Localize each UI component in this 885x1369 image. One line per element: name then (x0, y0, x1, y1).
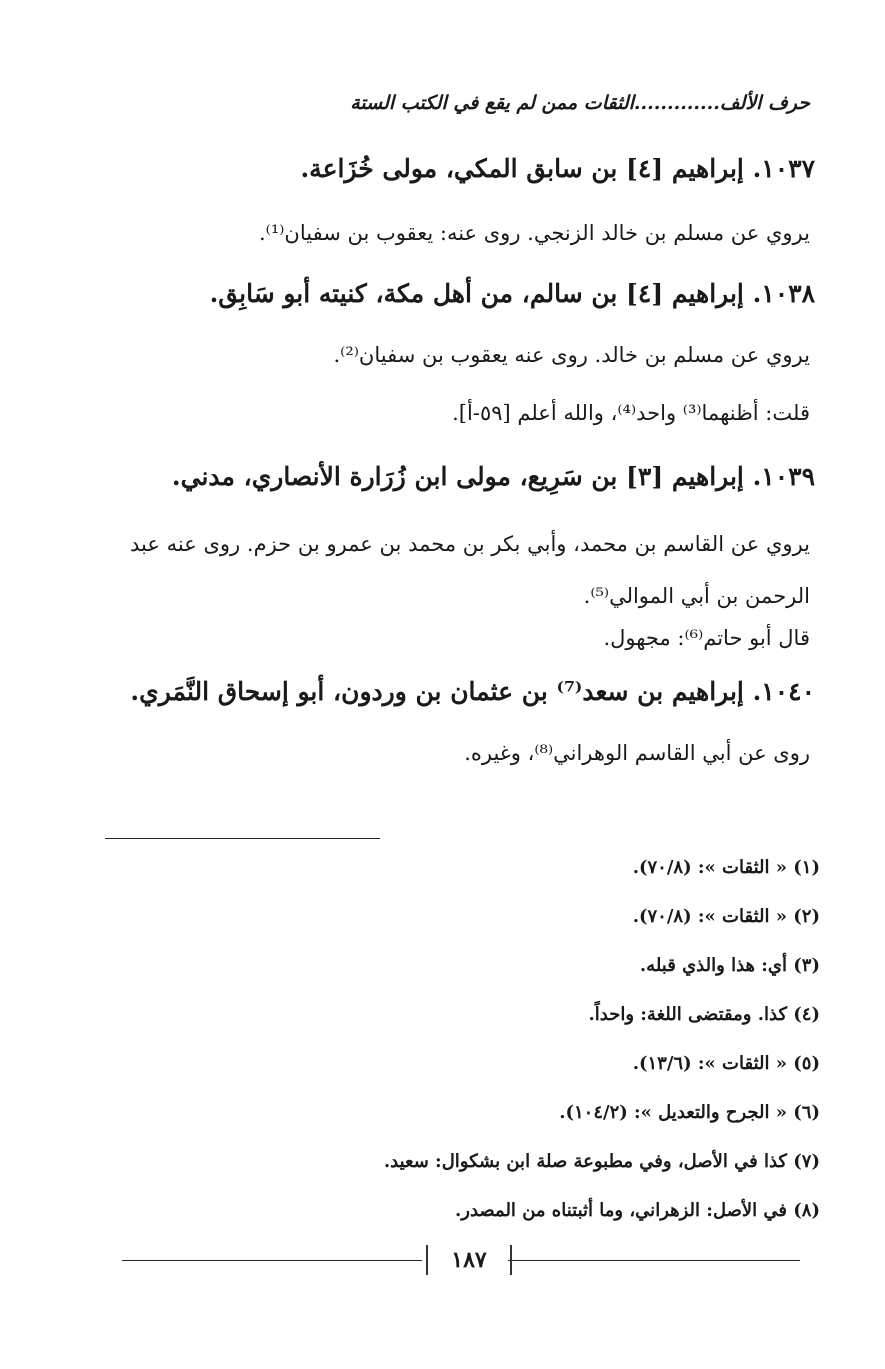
entry-title-1038: ١٠٣٨. إبراهيم [٤] بن سالم، من أهل مكة، كنيته أبو سَابِق. (209, 279, 815, 308)
entry-text-1037: يروي عن مسلم بن خالد الزنجي. روى عنه: يعقوب بن سفيان⁽¹⁾. (259, 221, 810, 245)
entry-text-1038: يروي عن مسلم بن خالد. روى عنه يعقوب بن سفيان⁽²⁾. (333, 343, 810, 367)
footnote-4: (٤) كذا. ومقتضى اللغة: واحداً. (588, 1004, 820, 1025)
footnote-5: (٥) « الثقات »: (١٣/٦). (632, 1053, 820, 1074)
footnote-divider (105, 838, 380, 839)
page-number: ١٨٧ (451, 1247, 487, 1273)
footnote-6: (٦) « الجرح والتعديل »: (١٠٤/٢). (559, 1102, 820, 1123)
page-number-box (426, 1245, 512, 1275)
entry-title-1040: ١٠٤٠. إبراهيم بن سعد⁽⁷⁾ بن عثمان بن وردون، أبو إسحاق النَّمَري. (130, 677, 815, 706)
entry-note-1038: قلت: أظنهما⁽³⁾ واحد⁽⁴⁾، والله أعلم [٥٩-أ]. (452, 401, 810, 425)
bottom-rule-right (508, 1260, 800, 1261)
footnote-2: (٢) « الثقات »: (٧٠/٨). (632, 906, 820, 927)
footnote-7: (٧) كذا في الأصل، وفي مطبوعة صلة ابن بشكوال: سعيد. (383, 1151, 820, 1172)
footnote-1: (١) « الثقات »: (٧٠/٨). (632, 857, 820, 878)
footnote-8: (٨) في الأصل: الزهراني، وما أثبتناه من المصدر. (455, 1200, 820, 1221)
entry-text-1040: روى عن أبي القاسم الوهراني⁽⁸⁾، وغيره. (464, 741, 810, 765)
bottom-rule-left (122, 1260, 422, 1261)
footnote-3: (٣) أي: هذا والذي قبله. (639, 955, 820, 976)
running-header: حرف الألف.............الثقات ممن لم يقع في الكتب الستة (350, 92, 810, 114)
entry-title-1037: ١٠٣٧. إبراهيم [٤] بن سابق المكي، مولى خُزَاعة. (300, 154, 815, 183)
entry-note-1039: قال أبو حاتم⁽⁶⁾: مجهول. (603, 626, 810, 650)
entry-title-1039: ١٠٣٩. إبراهيم [٣] بن سَرِيع، مولى ابن زُرَارة الأنصاري، مدني. (171, 462, 815, 491)
entry-text-1039: يروي عن القاسم بن محمد، وأبي بكر بن محمد بن عمرو بن حزم. روى عنه عبد الرحمن بن أبي الموالي⁽⁵⁾. (130, 532, 810, 608)
